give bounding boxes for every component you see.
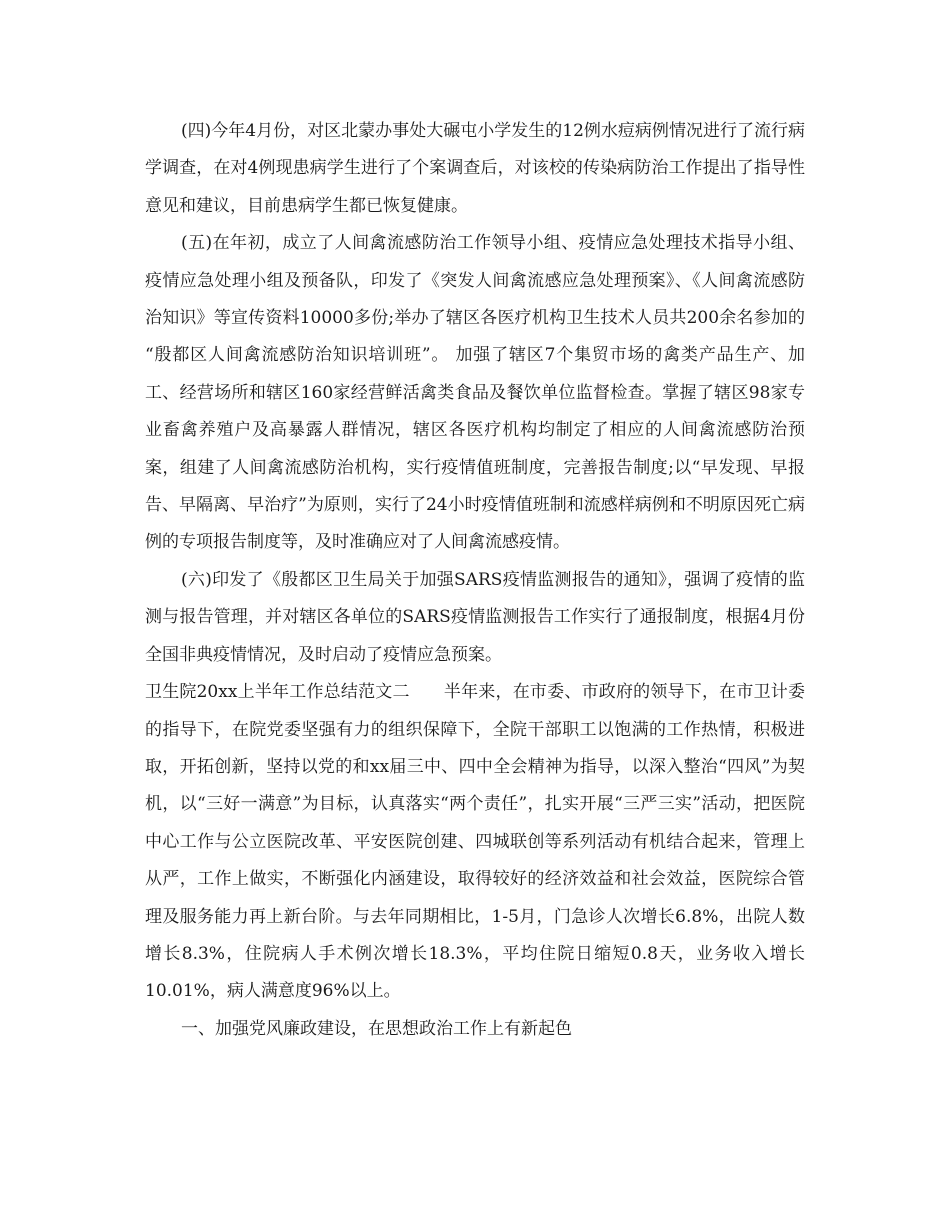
- paragraph-five: (五)在年初，成立了人间禽流感防治工作领导小组、疫情应急处理技术指导小组、疫情应急处理小组及预备队，印发了《突发人间禽流感应急处理预案》、《人间禽流感防治知识》等宣传资料10000多份;举办了辖区各医疗机构卫生技术人员共200余名参加的 “殷都区人间禽流感防治知识培训班”。 加强了辖区7个集贸市场的禽类产品生产、加工、经营场所和辖区160家经营鲜活禽类食品及餐饮单位监督检查。掌握了辖区98家专业畜禽养殖户及高暴露人群情况，辖区各医疗机构均制定了相应的人间禽流感防治预案，组建了人间禽流感防治机构，实行疫情值班制度，完善报告制度;以“早发现、早报告、早隔离、早治疗”为原则，实行了24小时疫情值班制和流感样病例和不明原因死亡病例的专项报告制度等，及时准确应对了人间禽流感疫情。: [145, 233, 805, 553]
- section-body: 半年来，在市委、市政府的领导下，在市卫计委的指导下，在院党委坚强有力的组织保障下，全院干部职工以饱满的工作热情，积极进取，开拓创新，坚持以党的和xx届三中、四中全会精神为指导，以深入整治“四风”为契机，以“三好一满意”为目标，认真落实“两个责任”，扎实开展“三严三实”活动，把医院中心工作与公立医院改革、平安医院创建、四城联创等系列活动有机结合起来，管理上从严，工作上做实，不断强化内涵建设，取得较好的经济效益和社会效益，医院综合管理及服务能力再上新台阶。与去年同期相比，1-5月，门急诊人次增长6.8%，出院人数增长8.3%，住院病人手术例次增长18.3%，平均住院日缩短0.8天，业务收入增长10.01%，病人满意度96%以上。: [145, 682, 805, 1002]
- section-summary: [145, 674, 805, 1011]
- section-title: 卫生院20xx上半年工作总结范文二: [145, 682, 410, 703]
- paragraph-six: (六)印发了《殷都区卫生局关于加强SARS疫情监测报告的通知》，强调了疫情的监测与报告管理，并对辖区各单位的SARS疫情监测报告工作实行了通报制度，根据4月份全国非典疫情情况，及时启动了疫情应急预案。: [145, 569, 805, 665]
- paragraph-four: (四)今年4月份，对区北蒙办事处大碾屯小学发生的12例水痘病例情况进行了流行病学调查，在对4例现患病学生进行了个案调查后，对该校的传染病防治工作提出了指导性意见和建议，目前患病学生都已恢复健康。: [145, 121, 805, 216]
- subheading-one: 一、加强党风廉政建设，在思想政治工作上有新起色: [181, 1018, 572, 1039]
- document-body: [145, 113, 805, 1048]
